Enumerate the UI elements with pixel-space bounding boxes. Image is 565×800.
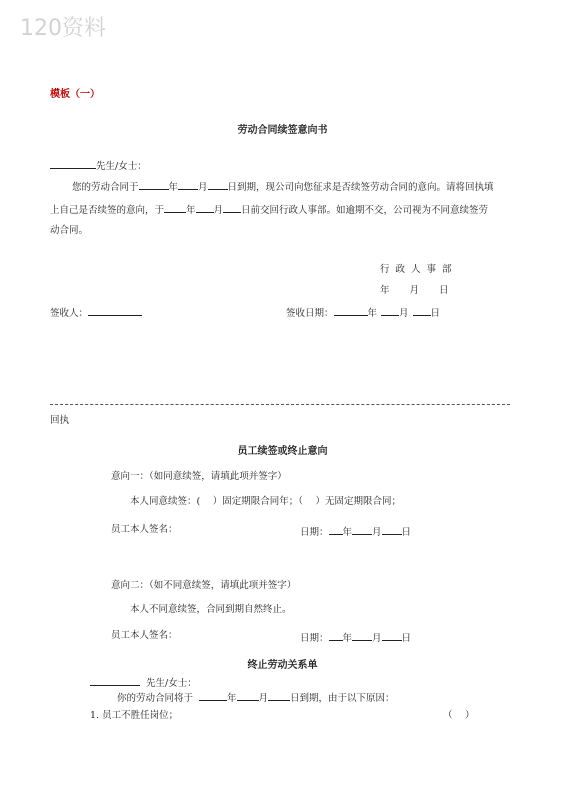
receiver-field xyxy=(50,306,142,320)
receiver-label: 签收人： xyxy=(50,308,89,319)
name-blank xyxy=(50,159,96,169)
employee-sign-date-2 xyxy=(300,631,411,645)
sign-year: 年 xyxy=(367,308,378,319)
date-label: 日期： xyxy=(300,527,329,538)
notice-salutation xyxy=(50,159,147,173)
day-blank xyxy=(208,180,228,190)
option-two-label: 意向二：（如不同意续签，请填此项并签字） xyxy=(111,580,297,591)
year-text: 年 xyxy=(342,633,353,644)
reason-item-1-checkbox[interactable]: （ ） xyxy=(443,710,475,721)
issue-year: 年 xyxy=(380,285,390,296)
sign-month: 月 xyxy=(399,308,409,319)
day-blank xyxy=(223,203,241,213)
p2-text-a: 上自己是否续签的意向，于 xyxy=(50,205,165,216)
receipt-label: 回执 xyxy=(50,415,70,426)
notice-paragraph-line-3: 动合同。 xyxy=(50,225,89,236)
year-blank xyxy=(334,306,368,316)
termination-salutation xyxy=(90,676,197,690)
department: 行政人事部 xyxy=(380,264,458,275)
day-blank xyxy=(268,691,290,701)
month-blank xyxy=(178,180,198,190)
year-blank xyxy=(139,180,169,190)
notice-title: 劳动合同续签意向书 xyxy=(237,125,328,136)
template-label: 模板（一） xyxy=(50,89,100,100)
watermark: 120资料 xyxy=(20,16,106,41)
line-year: 年 xyxy=(227,693,237,704)
month-blank xyxy=(352,525,372,535)
line-text-a: 你的劳动合同将于 xyxy=(117,693,194,704)
name-blank xyxy=(90,676,140,686)
year-blank xyxy=(199,691,227,701)
termination-line xyxy=(117,691,395,705)
day-text: 日 xyxy=(401,527,412,538)
year-blank xyxy=(329,525,343,535)
receiver-blank xyxy=(88,306,142,316)
day-blank xyxy=(413,306,431,316)
year-text: 年 xyxy=(342,527,353,538)
salutation-text: 先生/女士： xyxy=(146,678,197,689)
option-one-line: 本人同意续签：( ）固定期限合同年；（ ）无固定期限合同； xyxy=(130,496,401,507)
day-blank xyxy=(382,525,402,535)
day-text: 日 xyxy=(401,633,412,644)
notice-paragraph-line-2 xyxy=(50,203,488,217)
issue-date xyxy=(380,286,449,297)
month-text: 月 xyxy=(372,633,382,644)
p1-year: 年 xyxy=(168,182,179,193)
month-blank xyxy=(352,631,372,641)
day-blank xyxy=(382,631,402,641)
year-blank xyxy=(329,631,343,641)
salutation-text: 先生/女士： xyxy=(96,161,147,172)
line-text-d: 日到期，由于以下原因： xyxy=(290,693,395,704)
p1-month: 月 xyxy=(198,182,208,193)
sign-date-label: 签收日期： xyxy=(286,308,334,319)
month-blank xyxy=(196,203,214,213)
year-blank xyxy=(164,203,186,213)
employee-sign-label-2: 员工本人签名： xyxy=(111,630,178,641)
reason-item-1: 1. 员工不胜任岗位； xyxy=(90,710,179,721)
p2-month: 月 xyxy=(213,205,224,216)
employee-sign-label: 员工本人签名： xyxy=(111,524,178,535)
p1-text-d: 日到期，现公司向您征求是否续签劳动合同的意向。请将回执填 xyxy=(227,182,494,193)
sign-date-field xyxy=(286,306,440,320)
date-label: 日期： xyxy=(300,633,329,644)
option-two-line: 本人不同意续签，合同到期自然终止。 xyxy=(130,604,292,615)
option-one-label: 意向一：（如同意续签，请填此项并签字） xyxy=(111,471,287,482)
month-blank xyxy=(237,691,259,701)
cut-line xyxy=(50,404,510,405)
p2-year: 年 xyxy=(186,205,196,216)
sign-day: 日 xyxy=(430,308,441,319)
p1-text-a: 您的劳动合同于 xyxy=(72,182,139,193)
p2-text-d: 日前交回行政人事部。如逾期不交，公司视为不同意续签劳 xyxy=(241,205,489,216)
line-month: 月 xyxy=(258,693,269,704)
employee-sign-date xyxy=(300,525,411,539)
notice-paragraph-line-1 xyxy=(72,180,494,194)
issue-day: 日 xyxy=(439,285,449,296)
termination-title: 终止劳动关系单 xyxy=(247,660,318,671)
issue-month: 月 xyxy=(409,285,420,296)
month-text: 月 xyxy=(372,527,382,538)
receipt-title: 员工续签或终止意向 xyxy=(237,446,328,457)
month-blank xyxy=(381,306,399,316)
